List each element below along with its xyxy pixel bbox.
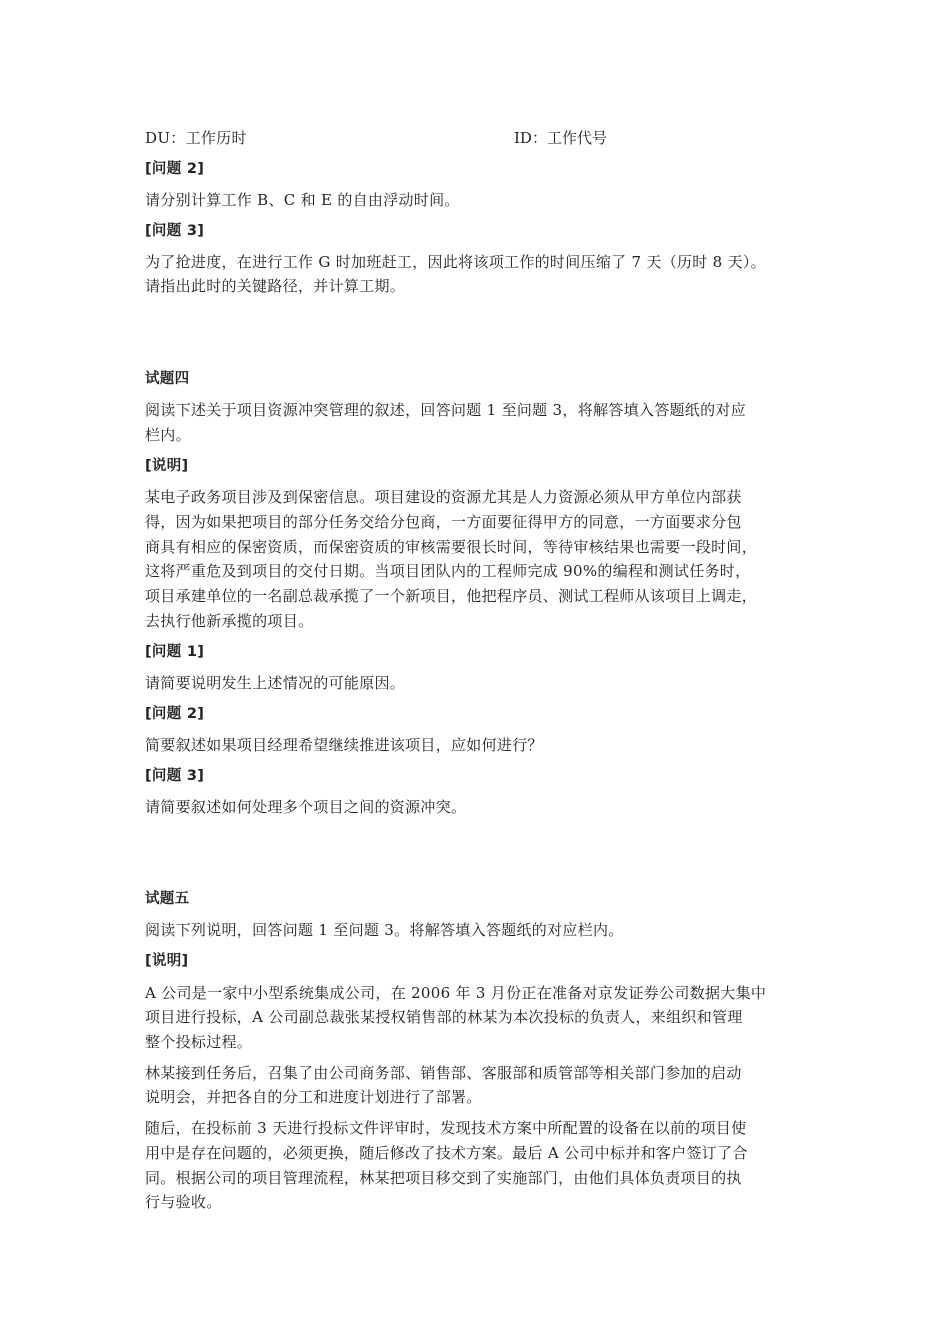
q4-problem1-label: [问题 1] (145, 644, 205, 660)
q4-description-line: 得，因为如果把项目的部分任务交给分包商，一方面要征得甲方的同意，一方面要求分包 (145, 513, 742, 531)
q3-problem2-text: 请分别计算工作 B、C 和 E 的自由浮动时间。 (145, 191, 460, 209)
q4-description-line: 这将严重危及到项目的交付日期。当项目团队内的工程师完成 90%的编程和测试任务时， (145, 562, 751, 580)
q3-problem3-text-line2: 请指出此时的关键路径，并计算工期。 (145, 277, 406, 295)
q5-intro: 阅读下列说明，回答问题 1 至问题 3。将解答填入答题纸的对应栏内。 (145, 921, 624, 939)
q4-description-line: 某电子政务项目涉及到保密信息。项目建设的资源尤其是人力资源必须从甲方单位内部获 (145, 488, 742, 506)
q4-problem1-text: 请简要说明发生上述情况的可能原因。 (145, 674, 406, 692)
q5-paragraph3-line: 行与验收。 (145, 1193, 222, 1211)
q5-paragraph3-line: 同。根据公司的项目管理流程，林某把项目移交到了实施部门，由他们具体负责项目的执 (145, 1169, 742, 1187)
q5-paragraph3-line: 随后，在投标前 3 天进行投标文件评审时，发现技术方案中所配置的设备在以前的项目使 (145, 1119, 747, 1137)
q4-description-label: [说明] (145, 458, 189, 474)
q5-paragraph1-line: 整个投标过程。 (145, 1033, 253, 1051)
q4-description-line: 商具有相应的保密资质，而保密资质的审核需要很长时间，等待审核结果也需要一段时间， (145, 538, 758, 556)
q4-problem2-label: [问题 2] (145, 706, 205, 722)
q4-problem3-label: [问题 3] (145, 768, 205, 784)
q5-paragraph2-line: 说明会，并把各自的分工和进度计划进行了部署。 (145, 1088, 482, 1106)
q4-title: 试题四 (145, 371, 190, 387)
q5-title: 试题五 (145, 891, 190, 907)
q5-description-label: [说明] (145, 953, 189, 969)
q4-intro-line2: 栏内。 (145, 426, 191, 444)
q3-problem2-label: [问题 2] (145, 161, 205, 177)
legend-du: DU：工作历时 (145, 129, 247, 147)
q5-paragraph2-line: 林某接到任务后，召集了由公司商务部、销售部、客服部和质管部等相关部门参加的启动 (145, 1064, 742, 1082)
q4-problem3-text: 请简要叙述如何处理多个项目之间的资源冲突。 (145, 798, 467, 816)
q5-paragraph1-line: 项目进行投标，A 公司副总裁张某授权销售部的林某为本次投标的负责人，来组织和管理 (145, 1008, 743, 1026)
q4-intro-line1: 阅读下述关于项目资源冲突管理的叙述，回答问题 1 至问题 3，将解答填入答题纸的对应 (145, 401, 746, 419)
q5-paragraph1-line: A 公司是一家中小型系统集成公司，在 2006 年 3 月份正在准备对京发证券公司数据大集中 (145, 984, 767, 1002)
q4-description-line: 去执行他新承揽的项目。 (145, 612, 314, 630)
q3-problem3-label: [问题 3] (145, 223, 205, 239)
q4-description-line: 项目承建单位的一名副总裁承揽了一个新项目，他把程序员、测试工程师从该项目上调走， (145, 587, 758, 605)
q4-problem2-text: 简要叙述如果项目经理希望继续推进该项目，应如何进行？ (145, 736, 543, 754)
q5-paragraph3-line: 用中是存在问题的，必须更换，随后修改了技术方案。最后 A 公司中标并和客户签订了合 (145, 1144, 748, 1162)
legend-id: ID：工作代号 (514, 129, 607, 147)
q3-problem3-text-line1: 为了抢进度，在进行工作 G 时加班赶工，因此将该项工作的时间压缩了 7 天（历时 8 天）。 (145, 253, 766, 271)
